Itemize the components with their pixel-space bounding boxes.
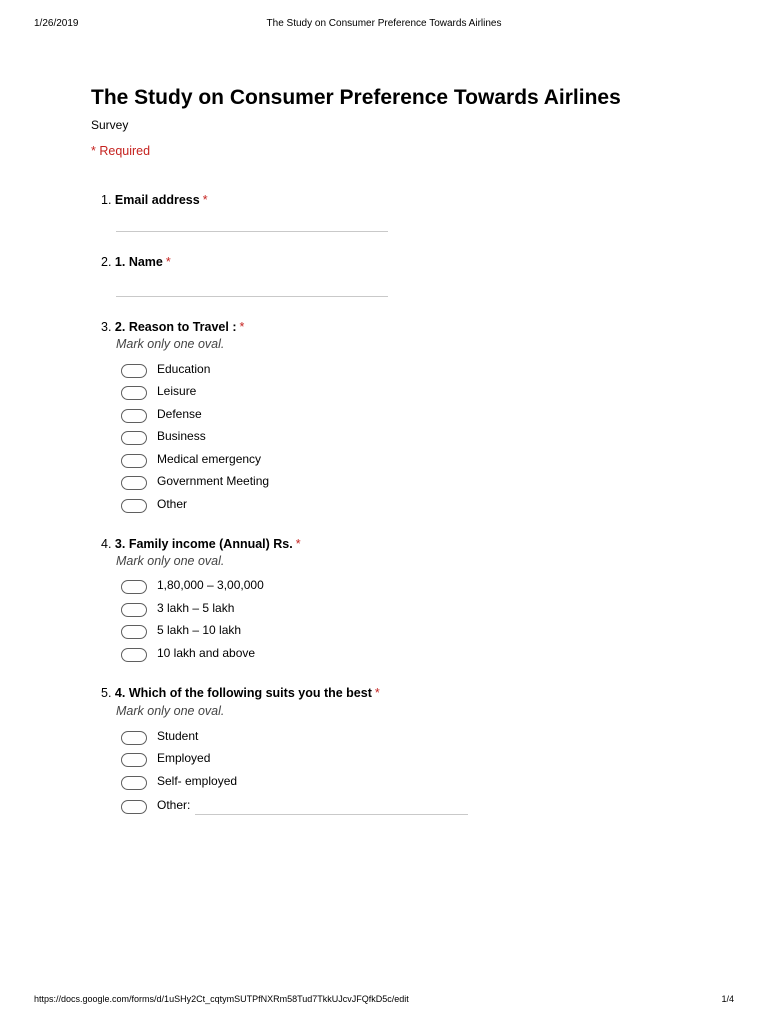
question-hint: Mark only one oval. <box>116 554 225 568</box>
other-answer-field[interactable] <box>195 814 468 815</box>
option-income-4[interactable] <box>121 648 521 666</box>
question-text: 2. Reason to Travel : <box>114 320 237 334</box>
option-label: Leisure <box>157 384 197 398</box>
print-header <box>0 18 768 32</box>
option-label: Education <box>157 362 211 376</box>
page-number: 1/4 <box>721 994 734 1004</box>
radio-oval[interactable] <box>121 499 147 513</box>
print-footer <box>0 994 768 1008</box>
question-suits-you-best <box>101 686 380 700</box>
option-label: Student <box>157 729 199 743</box>
print-title: The Study on Consumer Preference Towards Airlines <box>266 18 502 29</box>
option-label: Self- employed <box>157 774 238 788</box>
option-employed[interactable] <box>121 753 521 771</box>
option-income-2[interactable] <box>121 603 521 621</box>
radio-oval[interactable] <box>121 476 147 490</box>
question-number: 3. <box>101 320 112 334</box>
required-note: * Required <box>91 144 151 158</box>
question-number: 4. <box>101 537 112 551</box>
option-other[interactable] <box>121 499 521 517</box>
radio-oval[interactable] <box>121 364 147 378</box>
radio-oval[interactable] <box>121 580 147 594</box>
option-medical-emergency[interactable] <box>121 454 521 472</box>
option-self-employed[interactable] <box>121 776 521 794</box>
option-label: Other <box>157 497 188 511</box>
option-label: Business <box>157 429 206 443</box>
option-label: Employed <box>157 751 211 765</box>
option-label: 3 lakh – 5 lakh <box>157 601 235 615</box>
radio-oval[interactable] <box>121 386 147 400</box>
radio-oval[interactable] <box>121 625 147 639</box>
print-date: 1/26/2019 <box>34 18 79 29</box>
radio-oval[interactable] <box>121 648 147 662</box>
option-income-3[interactable] <box>121 625 521 643</box>
question-reason-to-travel <box>101 320 244 334</box>
required-star: * <box>239 320 245 334</box>
email-answer-field[interactable] <box>116 231 388 232</box>
question-text: Email address <box>114 193 200 207</box>
option-education[interactable] <box>121 364 521 382</box>
question-name <box>101 255 171 269</box>
question-text: 4. Which of the following suits you the best <box>114 686 372 700</box>
option-label: Medical emergency <box>157 452 262 466</box>
option-student[interactable] <box>121 731 521 749</box>
option-defense[interactable] <box>121 409 521 427</box>
option-income-1[interactable] <box>121 580 521 598</box>
option-label: 1,80,000 – 3,00,000 <box>157 578 264 592</box>
radio-oval[interactable] <box>121 753 147 767</box>
question-number: 1. <box>101 193 112 207</box>
option-government-meeting[interactable] <box>121 476 521 494</box>
question-text: 1. Name <box>114 255 163 269</box>
option-other-text[interactable] <box>121 800 521 818</box>
form-description: Survey <box>91 118 129 132</box>
required-star: * <box>374 686 380 700</box>
question-family-income <box>101 537 301 551</box>
option-label: Other: <box>157 798 191 812</box>
radio-oval[interactable] <box>121 800 147 814</box>
name-answer-field[interactable] <box>116 296 388 297</box>
radio-oval[interactable] <box>121 409 147 423</box>
required-star: * <box>165 255 171 269</box>
option-label: Defense <box>157 407 202 421</box>
question-hint: Mark only one oval. <box>116 337 225 351</box>
option-leisure[interactable] <box>121 386 521 404</box>
print-url: https://docs.google.com/forms/d/1uSHy2Ct_cqtymSUTPfNXRm58Tud7TkkUJcvJFQfkD5c/edit <box>34 994 409 1004</box>
option-label: 5 lakh – 10 lakh <box>157 623 242 637</box>
required-star: * <box>202 193 208 207</box>
question-text: 3. Family income (Annual) Rs. <box>114 537 293 551</box>
radio-oval[interactable] <box>121 776 147 790</box>
question-email <box>101 193 208 207</box>
required-star: * <box>295 537 301 551</box>
question-number: 2. <box>101 255 112 269</box>
option-label: 10 lakh and above <box>157 646 256 660</box>
radio-oval[interactable] <box>121 431 147 445</box>
option-business[interactable] <box>121 431 521 449</box>
question-number: 5. <box>101 686 112 700</box>
question-hint: Mark only one oval. <box>116 704 225 718</box>
option-label: Government Meeting <box>157 474 270 488</box>
radio-oval[interactable] <box>121 731 147 745</box>
radio-oval[interactable] <box>121 454 147 468</box>
radio-oval[interactable] <box>121 603 147 617</box>
form-title: The Study on Consumer Preference Towards Airlines <box>91 86 621 109</box>
